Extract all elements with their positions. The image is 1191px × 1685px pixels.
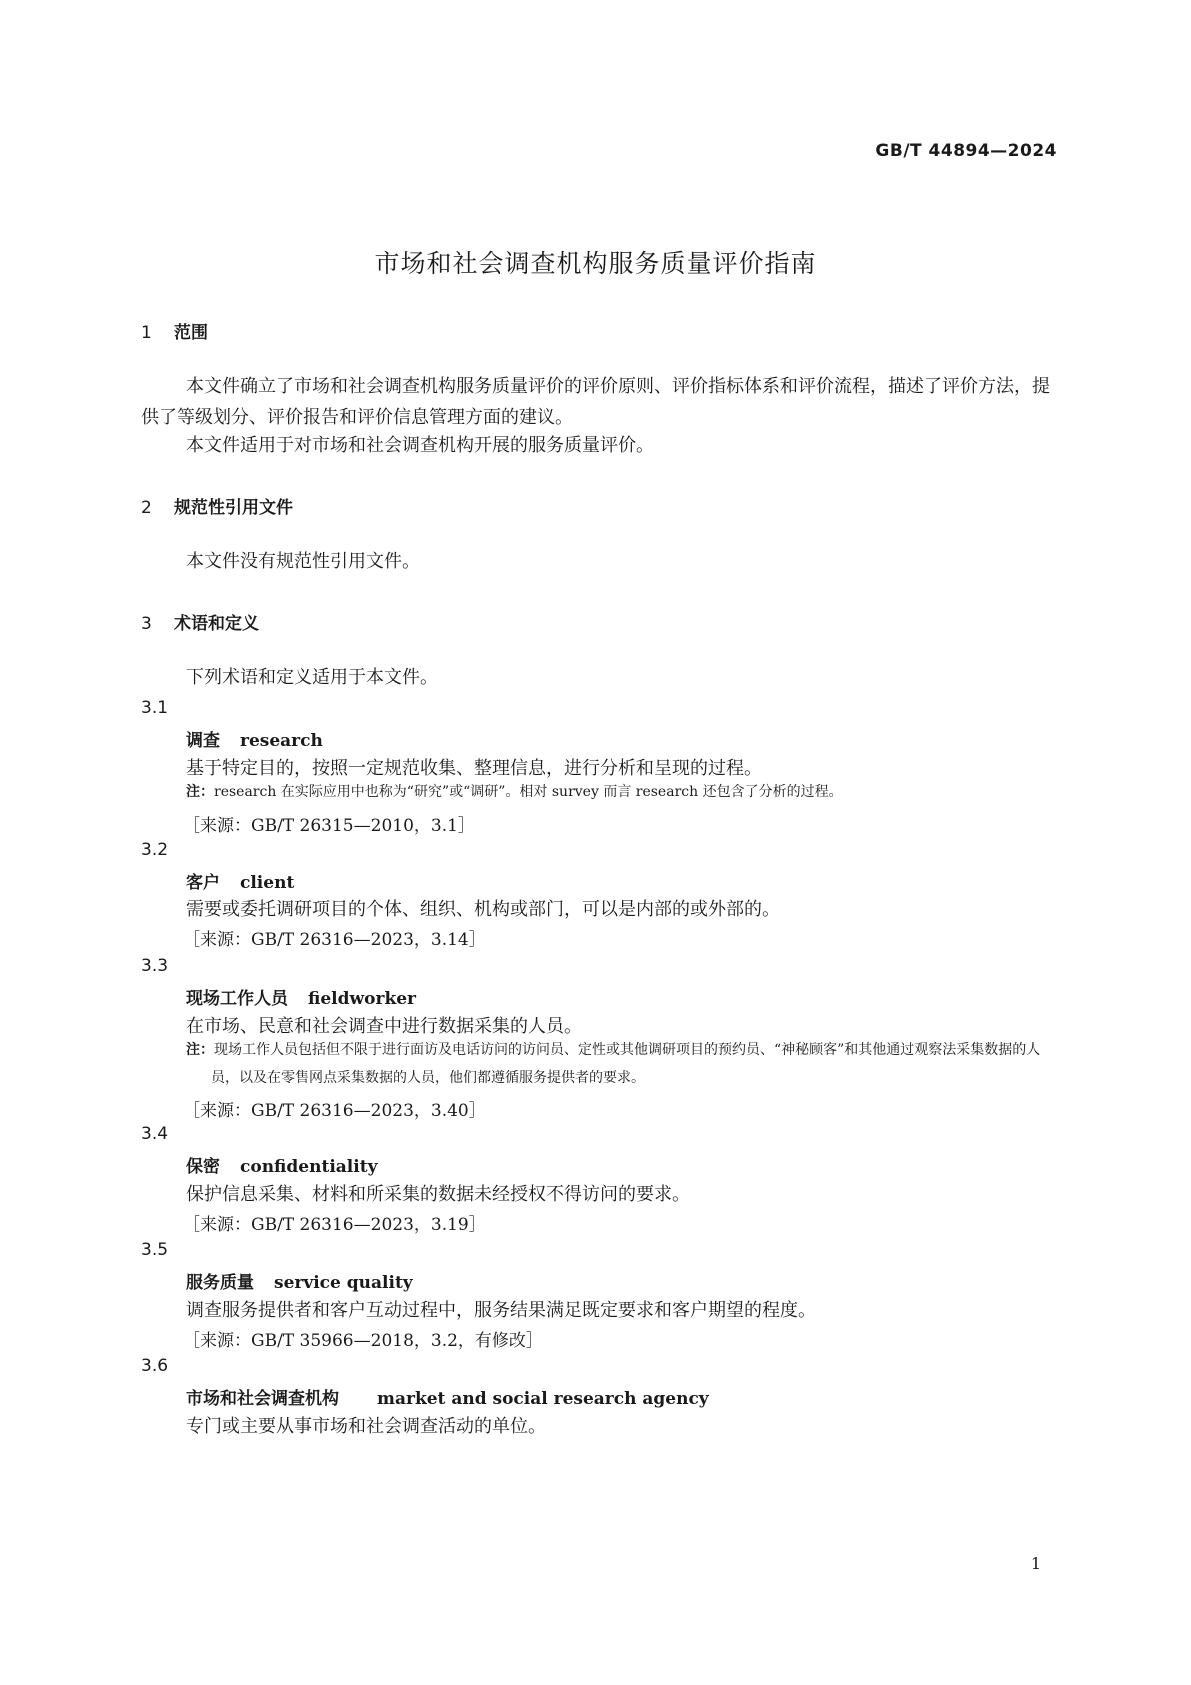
term-source: ［来源：GB/T 26316—2023，3.19］: [183, 1215, 486, 1235]
term-number: 3.3: [141, 956, 169, 976]
term-zh: 调查: [186, 731, 220, 751]
term-source: ［来源：GB/T 26315—2010，3.1］: [183, 816, 475, 836]
term-zh: 客户: [186, 873, 220, 893]
scope-paragraph-2: 本文件适用于对市场和社会调查机构开展的服务质量评价。: [186, 435, 654, 456]
term-definition: 保护信息采集、材料和所采集的数据未经授权不得访问的要求。: [186, 1184, 690, 1205]
term-source: ［来源：GB/T 26316—2023，3.14］: [183, 930, 486, 950]
term-note: [186, 1036, 1066, 1092]
term-en: fieldworker: [308, 989, 417, 1009]
section-title: 规范性引用文件: [174, 498, 293, 518]
term-heading: [186, 726, 323, 751]
term-zh: 服务质量: [186, 1273, 254, 1293]
section-title: 范围: [174, 323, 208, 343]
term-en: research: [240, 731, 323, 751]
term-number: 3.2: [141, 840, 169, 860]
standard-id: GB/T 44894—2024: [875, 141, 1057, 161]
term-en: confidentiality: [240, 1157, 378, 1177]
section-number: 1: [141, 323, 152, 343]
note-label: 注：: [186, 784, 214, 800]
term-heading: [186, 1268, 413, 1293]
section-title: 术语和定义: [174, 614, 259, 634]
section-2-heading: [141, 493, 293, 518]
term-definition: 基于特定目的，按照一定规范收集、整理信息，进行分析和呈现的过程。: [186, 758, 762, 779]
document-title: 市场和社会调查机构服务质量评价指南: [374, 249, 817, 278]
scope-paragraph-1: 本文件确立了市场和社会调查机构服务质量评价的评价原则、评价指标体系和评价流程，描述了评价方法，提供了等级划分、评价报告和评价信息管理方面的建议。: [141, 376, 1050, 428]
term-definition: 在市场、民意和社会调查中进行数据采集的人员。: [186, 1016, 582, 1037]
term-heading: [186, 1384, 709, 1409]
page-number: 1: [1030, 1554, 1041, 1573]
term-note: [186, 778, 1066, 806]
note-text: 现场工作人员包括但不限于进行面访及电话访问的访问员、定性或其他调研项目的预约员、“神秘顾客”和其他通过观察法采集数据的人员，以及在零售网点采集数据的人员，他们都遵循服务提供者的要求。: [211, 1042, 1041, 1086]
section-number: 3: [141, 614, 152, 634]
note-text: research 在实际应用中也称为“研究”或“调研”。相对 survey 而言 research 还包含了分析的过程。: [214, 784, 843, 800]
section-3-heading: [141, 609, 259, 634]
term-source: ［来源：GB/T 26316—2023，3.40］: [183, 1101, 486, 1121]
term-zh: 市场和社会调查机构: [186, 1389, 339, 1409]
term-number: 3.5: [141, 1240, 169, 1260]
normative-references-paragraph: 本文件没有规范性引用文件。: [186, 551, 420, 572]
term-heading: [186, 1152, 377, 1177]
section-number: 2: [141, 498, 152, 518]
term-en: client: [240, 873, 295, 893]
term-zh: 保密: [186, 1157, 220, 1177]
term-definition: 专门或主要从事市场和社会调查活动的单位。: [186, 1416, 546, 1437]
term-definition: 调查服务提供者和客户互动过程中，服务结果满足既定要求和客户期望的程度。: [186, 1300, 816, 1321]
section-1-heading: [141, 318, 208, 343]
term-number: 3.4: [141, 1124, 169, 1144]
term-heading: [186, 984, 416, 1009]
term-heading: [186, 868, 294, 893]
term-zh: 现场工作人员: [186, 989, 288, 1009]
term-number: 3.1: [141, 698, 169, 718]
note-label: 注：: [186, 1042, 214, 1058]
term-en: market and social research agency: [377, 1389, 709, 1409]
terms-intro-paragraph: 下列术语和定义适用于本文件。: [186, 667, 438, 688]
term-en: service quality: [274, 1273, 413, 1293]
term-source: ［来源：GB/T 35966—2018，3.2，有修改］: [183, 1331, 543, 1351]
term-number: 3.6: [141, 1356, 169, 1376]
term-definition: 需要或委托调研项目的个体、组织、机构或部门，可以是内部的或外部的。: [186, 899, 780, 920]
